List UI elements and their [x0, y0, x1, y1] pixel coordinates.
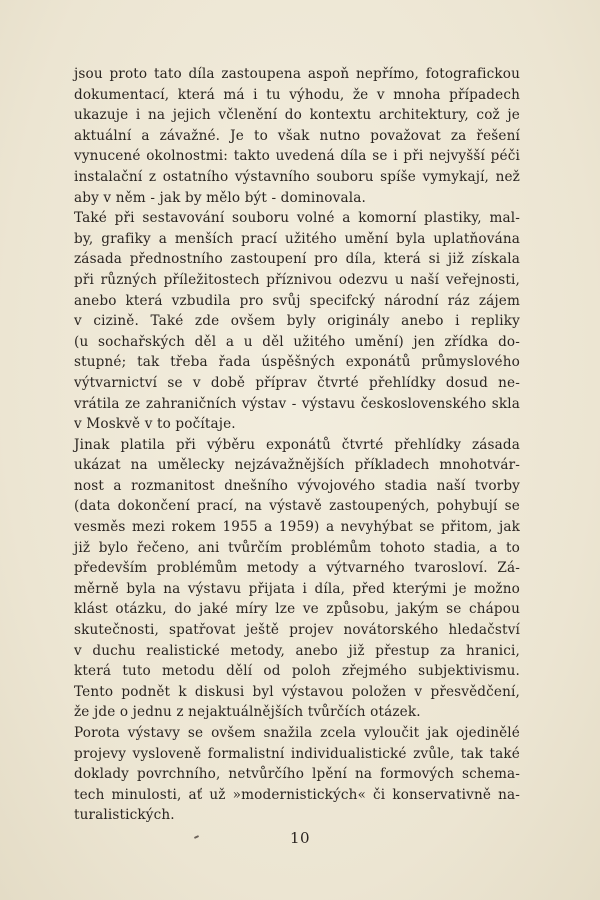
text-line: především problémům metody a výtvarného tvarosloví. Zá- — [74, 560, 520, 577]
text-line: měrně byla na výstavu přijata i díla, před kterými je možno — [74, 580, 520, 597]
text-line: (data dokončení prací, na výstavě zastoupených, pohybují se — [74, 498, 520, 515]
text-line: nost a rozmanitost dnešního vývojového stadia naší tvorby — [74, 477, 520, 494]
text-line: skutečnosti, spatřovat ještě projev novátorského hledačství — [74, 622, 520, 639]
text-line: Porota výstavy se ovšem snažila zcela vyloučit jak ojedinělé — [74, 725, 520, 741]
text-line: vrátila ze zahraničních výstav - výstavu československého skla — [74, 395, 520, 412]
text-line: při různých příležitostech příznivou odezvu u naší veřejnosti, — [74, 271, 520, 288]
text-line: doklady povrchního, netvůrčího lpění na formových schema- — [74, 766, 520, 783]
text-line: již bylo řečeno, ani tvůrčím problémům tohoto stadia, a to — [74, 539, 520, 556]
text-line: aby v něm - jak by mělo být - dominovala. — [74, 189, 366, 206]
text-line: v duchu realistické metody, anebo již přestup za hranici, — [74, 642, 520, 659]
page-number: 10 — [289, 829, 311, 847]
text-line: anebo která vzbudila pro svůj specifcký národní ráz zájem — [74, 292, 520, 309]
text-line: aktuální a závažné. Je to však nutno považovat za řešení — [74, 127, 520, 144]
text-line: která tuto metodu dělí od poloh zřejmého subjektivismu. — [74, 663, 520, 680]
text-line: projevy vysloveně formalistní individualistické zvůle, tak také — [74, 745, 520, 762]
text-line: výtvarnictví se v době příprav čtvrté přehlídky dosud ne- — [74, 374, 520, 391]
text-line: tech minulosti, ať už »modernistických« či konservativně na- — [74, 786, 520, 803]
text-line: turalistických. — [74, 807, 175, 824]
text-line: ukazuje i na jejich včlenění do kontextu architektury, což je — [74, 107, 520, 124]
text-line: instalační z ostatního výstavního souboru spíše vymykají, než — [74, 168, 520, 185]
text-line: (u sochařských děl a u děl užitého umění) jen zřídka do- — [74, 333, 520, 350]
text-line: ukázat na umělecky nejzávažnějších příkladech mnohotvár- — [74, 457, 520, 474]
text-line: v Moskvě v to počítaje. — [74, 416, 236, 433]
text-line: vesměs mezi rokem 1955 a 1959) a nevyhýbat se přitom, jak — [74, 519, 520, 536]
text-line: klást otázku, do jaké míry lze ve způsobu, jakým se chápou — [74, 601, 520, 618]
text-line: jsou proto tato díla zastoupena aspoň nepřímo, fotografickou — [74, 66, 520, 82]
text-line: zásada přednostního zastoupení pro díla, která si již získala — [74, 251, 520, 268]
text-line: Jinak platila při výběru exponátů čtvrté přehlídky zásada — [74, 436, 520, 453]
text-line: že jde o jednu z nejaktuálnějších tvůrčích otázek. — [74, 704, 421, 721]
text-line: Také při sestavování souboru volné a komorní plastiky, mal- — [74, 210, 520, 227]
text-line: vynucené okolnostmi: takto uvedená díla se i při nejvyšší péči — [74, 148, 520, 165]
text-line: v cizině. Také zde ovšem byly originály anebo i repliky — [74, 313, 520, 330]
text-line: by, grafiky a menších prací užitého umění byla uplatňována — [74, 230, 520, 247]
body-text — [74, 64, 520, 826]
text-line: Tento podnět k diskusi byl výstavou položen v přesvědčení, — [74, 683, 520, 700]
text-line: dokumentací, která má i tu výhodu, že v mnoha případech — [74, 86, 520, 103]
text-line: stupné; tak třeba řada úspěšných exponátů průmyslového — [74, 354, 520, 371]
